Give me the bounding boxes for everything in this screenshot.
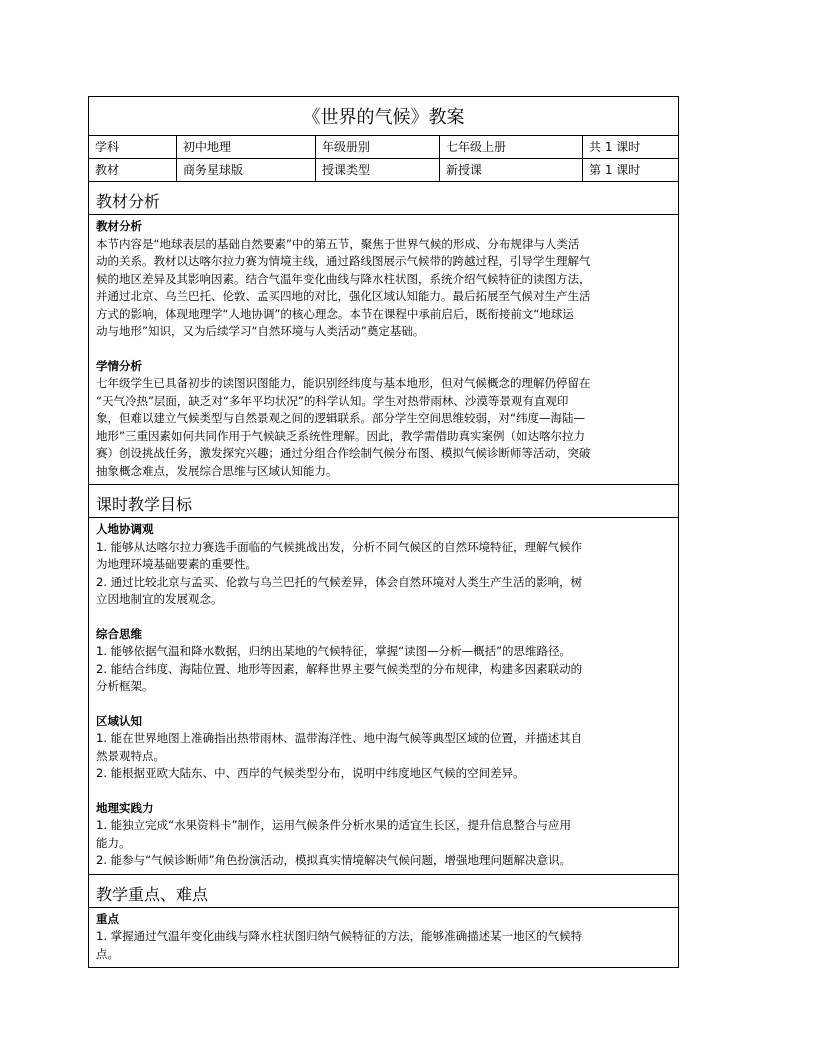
- section-heading-keypoints: 教学重点、难点: [89, 875, 678, 908]
- subhead-textbook-analysis: 教材分析: [96, 219, 142, 233]
- paragraph-line: 候的地区差异及其影响因素。结合气温年变化曲线与降水柱状图，系统介绍气候特征的读图方法，: [96, 271, 591, 286]
- spacer: [96, 341, 671, 358]
- value-grade-volume: 七年级上册: [440, 136, 583, 158]
- objective-line: 立因地制宜的发展观念。: [96, 592, 223, 606]
- spacer: [96, 609, 671, 626]
- lesson-plan-table: [88, 96, 679, 968]
- keypoint-line: 点。: [96, 946, 119, 961]
- paragraph-line: 并通过北京、乌兰巴托、伦敦、孟买四地的对比，强化区域认知能力。最后拓展至气候对生产生活: [96, 289, 591, 303]
- info-row-subject: [89, 136, 678, 159]
- objective-line: 1. 能够从达喀尔拉力赛选手面临的气候挑战出发，分析不同气候区的自然环境特征，理解气候作: [96, 539, 583, 554]
- label-textbook: 教材: [89, 159, 177, 181]
- subhead-geo-practice: 地理实践力: [96, 800, 154, 815]
- spacer: [96, 696, 671, 713]
- paragraph-line: 抽象概念难点，发展综合思维与区域认知能力。: [96, 463, 338, 478]
- objective-line: 1. 能独立完成“水果资料卡”制作，运用气候条件分析水果的适宜生长区，提升信息整合与应用: [96, 818, 572, 832]
- paragraph-line: 赛）创设挑战任务，激发探究兴趣；通过分组合作绘制气候分布图、模拟气候诊断师等活动，突破: [96, 446, 591, 460]
- objective-line: 1. 能在世界地图上准确指出热带雨林、温带海洋性、地中海气候等典型区域的位置，并描述其自: [96, 731, 583, 745]
- value-textbook: 商务星球版: [177, 159, 316, 181]
- section-body-analysis: [89, 215, 678, 485]
- paragraph-line: 本节内容是“地球表层的基础自然要素”中的第五节，聚焦于世界气候的形成、分布规律与人类活: [96, 236, 580, 251]
- section-heading-analysis: 教材分析: [89, 182, 678, 215]
- value-subject: 初中地理: [177, 136, 316, 158]
- objective-line: 分析框架。: [96, 679, 154, 693]
- subhead-regional-cognition: 区域认知: [96, 713, 142, 728]
- keypoint-line: 1. 掌握通过气温年变化曲线与降水柱状图归纳气候特征的方法，能够准确描述某一地区的气候特: [96, 929, 583, 943]
- info-row-textbook: [89, 159, 678, 182]
- paragraph-line: 地形”三重因素如何共同作用于气候缺乏系统性理解。因此，教学需借助真实案例（如达喀尔拉力: [96, 428, 585, 443]
- label-lesson-type: 授课类型: [316, 159, 440, 181]
- paragraph-line: “天气冷热”层面，缺乏对“多年平均状况”的科学认知。学生对热带雨林、沙漠等景观有直观印: [96, 393, 569, 408]
- section-heading-objectives: 课时教学目标: [89, 485, 678, 518]
- subhead-key-point: 重点: [96, 911, 119, 926]
- label-grade-volume: 年级册别: [316, 136, 440, 158]
- objective-line: 为地理环境基础要素的重要性。: [96, 557, 257, 571]
- document-title: 《世界的气候》教案: [89, 97, 678, 136]
- value-total-periods: 共 1 课时: [589, 140, 641, 154]
- paragraph-line: 动的关系。教材以达喀尔拉力赛为情境主线，通过路线图展示气候带的跨越过程，引导学生理解气: [96, 254, 591, 268]
- section-body-keypoints: [89, 908, 678, 968]
- paragraph-line: 方式的影响，体现地理学“人地协调”的核心理念。本节在课程中承前启后，既衔接前文“地球运: [96, 306, 574, 321]
- objective-line: 然景观特点。: [96, 748, 165, 763]
- value-current-period: 第 1 课时: [589, 163, 641, 177]
- subhead-human-earth: 人地协调观: [96, 522, 154, 536]
- objective-line: 1. 能够依据气温和降水数据，归纳出某地的气候特征，掌握“读图—分析—概括”的思维路径。: [96, 644, 572, 658]
- objective-line: 2. 能根据亚欧大陆东、中、西岸的气候类型分布，说明中纬度地区气候的空间差异。: [96, 766, 525, 780]
- objective-line: 2. 能参与“气候诊断师”角色扮演活动，模拟真实情境解决气候问题，增强地理问题解决意识。: [96, 853, 572, 867]
- paragraph-line: 七年级学生已具备初步的读图识图能力，能识别经纬度与基本地形，但对气候概念的理解仍停留在: [96, 376, 591, 390]
- label-subject: 学科: [89, 136, 177, 158]
- objective-line: 能力。: [96, 835, 131, 850]
- spacer: [96, 783, 671, 800]
- objective-line: 2. 能结合纬度、海陆位置、地形等因素，解释世界主要气候类型的分布规律，构建多因素联动的: [96, 661, 583, 676]
- subhead-student-analysis: 学情分析: [96, 358, 142, 373]
- paragraph-line: 动与地形”知识，又为后续学习“自然环境与人类活动”奠定基础。: [96, 324, 425, 338]
- section-body-objectives: [89, 518, 678, 875]
- subhead-integrated-thinking: 综合思维: [96, 626, 142, 641]
- objective-line: 2. 通过比较北京与孟买、伦敦与乌兰巴托的气候差异，体会自然环境对人类生产生活的影响，树: [96, 574, 583, 589]
- value-lesson-type: 新授课: [440, 159, 583, 181]
- paragraph-line: 象，但难以建立气候类型与自然景观之间的逻辑联系。部分学生空间思维较弱，对“纬度—海陆—: [96, 411, 585, 425]
